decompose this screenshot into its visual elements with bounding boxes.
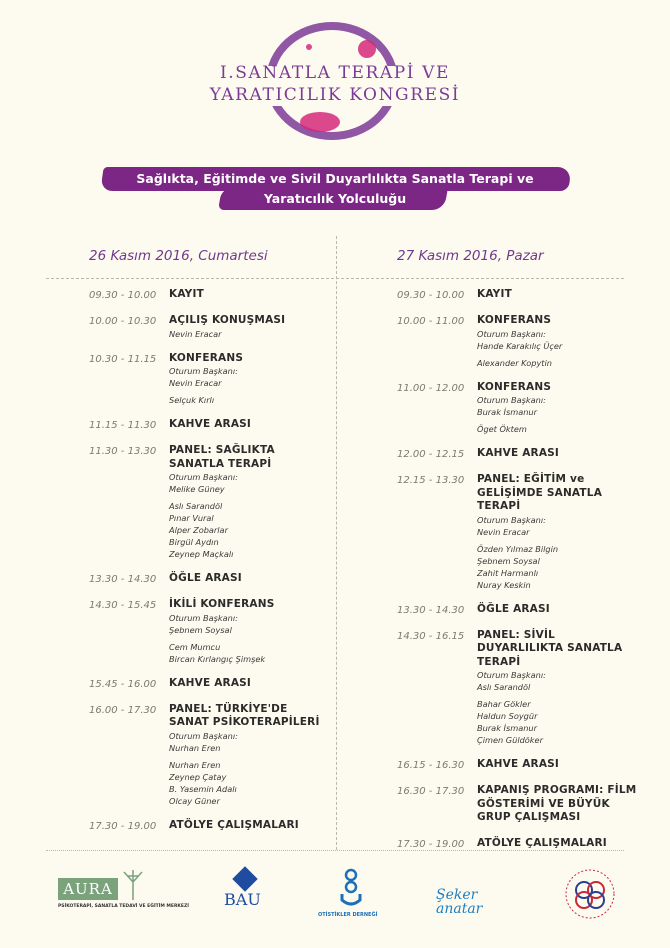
subtitle-line-2: Yaratıcılık Yolculuğu bbox=[263, 191, 407, 206]
schedule-row bbox=[397, 629, 637, 747]
aura-subtitle: PSİKOTERAPİ, SANATLA TEDAVİ VE EĞİTİM MERKEZİ bbox=[58, 904, 189, 909]
session-content bbox=[169, 819, 329, 833]
session-title: PANEL: SİVİL DUYARLILIKTA SANATLA TERAPİ bbox=[477, 628, 623, 668]
session-title: KAHVE ARASI bbox=[477, 447, 560, 459]
session-content bbox=[477, 288, 637, 302]
chair-label: Oturum Başkanı: bbox=[477, 514, 546, 525]
schedule-row bbox=[397, 381, 637, 436]
session-content bbox=[477, 837, 637, 851]
speaker: Cem Mumcu bbox=[169, 641, 221, 652]
session-chair: Nevin Eracar bbox=[477, 526, 530, 537]
speaker: Selçuk Kırlı bbox=[169, 395, 215, 405]
session-content bbox=[169, 314, 329, 340]
schedule-row bbox=[89, 677, 329, 691]
session-content bbox=[169, 352, 329, 407]
session-time: 09.30 - 10.00 bbox=[89, 290, 157, 301]
subtitle-line-1: Sağlıkta, Eğitimde ve Sivil Duyarlılıkta Sanatla Terapi ve bbox=[136, 171, 534, 186]
bau-logo-text: BAU bbox=[224, 890, 261, 909]
session-time: 14.30 - 16.15 bbox=[397, 630, 465, 642]
schedule-row bbox=[397, 837, 637, 851]
session-content bbox=[477, 758, 637, 772]
uludag-emblem-icon bbox=[562, 866, 618, 922]
session-time: 11.00 - 12.00 bbox=[397, 382, 465, 394]
bau-diamond-icon bbox=[232, 866, 257, 891]
otistikler-logo-text: OTİSTİKLER DERNEĞİ bbox=[318, 912, 378, 918]
speaker: Alexander Kopytin bbox=[477, 357, 552, 368]
speaker: Özden Yılmaz Bilgin bbox=[477, 543, 559, 554]
session-time: 17.30 - 19.00 bbox=[89, 820, 157, 832]
speaker-list bbox=[477, 543, 637, 591]
session-title: KAHVE ARASI bbox=[169, 418, 252, 430]
speaker-list bbox=[169, 500, 329, 560]
ink-splash-icon bbox=[358, 40, 376, 58]
aura-logo bbox=[40, 866, 189, 926]
session-content bbox=[477, 447, 637, 461]
session-title: ÖĞLE ARASI bbox=[169, 572, 242, 584]
otistikler-logo bbox=[318, 868, 388, 928]
chair-label: Oturum Başkanı: bbox=[477, 328, 546, 339]
schedule-row bbox=[397, 758, 637, 772]
session-content bbox=[477, 381, 637, 436]
speaker: Şebnem Soysal bbox=[477, 555, 540, 566]
session-title: KONFERANS bbox=[169, 351, 244, 364]
speaker: Zeynep Maçkalı bbox=[169, 549, 234, 559]
session-title: PANEL: EĞİTİM ve GELİŞİMDE SANATLA TERAPİ bbox=[477, 473, 603, 512]
otistikler-figure-icon bbox=[340, 868, 362, 908]
congress-title bbox=[0, 62, 670, 106]
schedule-row bbox=[397, 447, 637, 461]
session-content bbox=[477, 603, 637, 617]
speaker: Çimen Güldöker bbox=[477, 735, 543, 745]
speaker: Aslı Sarandöl bbox=[169, 501, 223, 511]
header-divider bbox=[46, 278, 624, 279]
chair-label: Oturum Başkanı: bbox=[169, 612, 238, 623]
session-content bbox=[169, 703, 329, 807]
session-time: 17.30 - 19.00 bbox=[397, 838, 465, 850]
schedule-row bbox=[397, 473, 637, 591]
session-chair: Hande Karakılıç Üçer bbox=[477, 340, 563, 351]
session-title: KONFERANS bbox=[477, 380, 552, 393]
schedule-row bbox=[397, 314, 637, 369]
session-title: ATÖLYE ÇALIŞMALARI bbox=[169, 818, 299, 831]
speaker: Haldun Soygür bbox=[477, 711, 538, 721]
schedule-row bbox=[89, 352, 329, 407]
session-time: 16.30 - 17.30 bbox=[397, 786, 465, 797]
session-chair: Nurhan Eren bbox=[169, 742, 221, 753]
seker-anatar-logo bbox=[436, 874, 526, 917]
session-chair: Melike Güney bbox=[169, 484, 225, 494]
title-line-2: YARATICILIK KONGRESİ bbox=[209, 85, 461, 105]
session-time: 14.30 - 15.45 bbox=[89, 600, 157, 611]
schedule-row bbox=[397, 603, 637, 617]
session-chair: Aslı Sarandöl bbox=[477, 682, 531, 692]
schedule-row bbox=[397, 784, 637, 825]
session-time: 09.30 - 10.00 bbox=[397, 290, 465, 301]
session-time: 10.00 - 11.00 bbox=[397, 316, 465, 327]
schedule-row bbox=[89, 418, 329, 432]
speaker: Birgül Aydın bbox=[169, 537, 219, 547]
schedule-row bbox=[89, 598, 329, 665]
session-title: İKİLİ KONFERANS bbox=[169, 598, 275, 610]
session-title: KAYIT bbox=[169, 288, 204, 300]
session-time: 13.30 - 14.30 bbox=[397, 604, 465, 616]
session-content bbox=[169, 677, 329, 691]
uludag-logo bbox=[562, 866, 618, 922]
speaker: Zeynep Çatay bbox=[169, 771, 227, 782]
chair-label: Oturum Başkanı: bbox=[169, 472, 238, 482]
session-time: 11.30 - 13.30 bbox=[89, 446, 157, 457]
schedule-row bbox=[397, 288, 637, 302]
speaker: Zahit Harmanlı bbox=[477, 567, 539, 578]
subtitle-banner bbox=[96, 164, 574, 212]
speaker: Öget Öktem bbox=[477, 424, 527, 434]
seker-logo-text: Şeker anatar bbox=[436, 887, 483, 917]
speaker: Nuray Keskin bbox=[477, 579, 531, 590]
day-1-schedule bbox=[89, 288, 329, 845]
session-chair: Burak İsmanur bbox=[477, 407, 537, 417]
session-title: PANEL: TÜRKİYE'DE SANAT PSİKOTERAPİLERİ bbox=[169, 702, 320, 728]
session-title: KONFERANS bbox=[477, 314, 552, 326]
speaker: Alper Zobarlar bbox=[169, 525, 228, 535]
session-time: 16.00 - 17.30 bbox=[89, 704, 157, 716]
session-time: 16.15 - 16.30 bbox=[397, 760, 465, 771]
session-title: AÇILIŞ KONUŞMASI bbox=[169, 314, 286, 326]
speaker-list bbox=[477, 357, 637, 369]
speaker: Bircan Kırlangıç Şimşek bbox=[169, 653, 266, 664]
session-time: 10.00 - 10.30 bbox=[89, 316, 157, 327]
congress-logo bbox=[0, 0, 670, 160]
speaker: Bahar Gökler bbox=[477, 699, 531, 709]
ink-splash-icon bbox=[300, 112, 340, 132]
speaker: Nurhan Eren bbox=[169, 759, 221, 770]
session-content bbox=[169, 288, 329, 302]
session-content bbox=[169, 572, 329, 586]
schedule-row bbox=[89, 288, 329, 302]
chair-label: Oturum Başkanı: bbox=[169, 730, 238, 741]
session-time: 15.45 - 16.00 bbox=[89, 678, 157, 690]
speaker-list bbox=[169, 394, 329, 406]
session-title: KAYIT bbox=[477, 288, 512, 300]
bau-logo bbox=[224, 870, 266, 930]
speaker: Pınar Vural bbox=[169, 513, 214, 523]
ink-splash-icon bbox=[306, 44, 312, 50]
session-time: 12.15 - 13.30 bbox=[397, 475, 465, 486]
schedule-row bbox=[89, 444, 329, 560]
session-time: 12.00 - 12.15 bbox=[397, 449, 465, 460]
session-title: KAHVE ARASI bbox=[169, 676, 252, 689]
session-title: KAPANIŞ PROGRAMI: FİLM GÖSTERİMİ VE BÜYÜK GRUP ÇALIŞMASI bbox=[477, 784, 637, 823]
session-content bbox=[169, 418, 329, 432]
aura-figure-icon bbox=[120, 868, 146, 902]
day-1-header: 26 Kasım 2016, Cumartesi bbox=[89, 248, 268, 264]
speaker: Burak İsmanur bbox=[477, 723, 537, 733]
schedule-row bbox=[89, 703, 329, 807]
session-content bbox=[169, 598, 329, 665]
session-time: 10.30 - 11.15 bbox=[89, 353, 157, 365]
session-content bbox=[477, 473, 637, 591]
column-divider bbox=[336, 236, 337, 850]
schedule-row bbox=[89, 819, 329, 833]
session-content bbox=[169, 444, 329, 560]
speaker-list bbox=[477, 698, 637, 746]
chair-label: Oturum Başkanı: bbox=[477, 395, 546, 405]
day-2-header: 27 Kasım 2016, Pazar bbox=[397, 248, 544, 264]
session-title: KAHVE ARASI bbox=[477, 758, 560, 770]
session-title: PANEL: SAĞLIKTA SANATLA TERAPİ bbox=[169, 444, 275, 470]
aura-logo-text: AURA bbox=[58, 878, 118, 900]
session-content bbox=[477, 314, 637, 369]
session-content bbox=[477, 784, 637, 825]
session-chair: Nevin Eracar bbox=[169, 378, 222, 388]
session-chair: Nevin Eracar bbox=[169, 328, 222, 339]
speaker: Olcay Güner bbox=[169, 795, 220, 806]
chair-label: Oturum Başkanı: bbox=[477, 670, 546, 680]
session-time: 13.30 - 14.30 bbox=[89, 574, 157, 585]
session-title: ÖĞLE ARASI bbox=[477, 602, 550, 615]
session-chair: Şebnem Soysal bbox=[169, 624, 232, 635]
chair-label: Oturum Başkanı: bbox=[169, 366, 238, 376]
speaker-list bbox=[169, 759, 329, 807]
title-line-1: I.SANATLA TERAPİ VE bbox=[219, 63, 451, 83]
session-content bbox=[477, 629, 637, 747]
speaker: B. Yasemin Adalı bbox=[169, 783, 237, 794]
schedule-row bbox=[89, 572, 329, 586]
speaker-list bbox=[169, 641, 329, 665]
schedule-row bbox=[89, 314, 329, 340]
speaker-list bbox=[477, 423, 637, 435]
session-title: ATÖLYE ÇALIŞMALARI bbox=[477, 836, 607, 849]
day-2-schedule bbox=[397, 288, 637, 863]
sponsor-logos bbox=[0, 866, 670, 936]
session-time: 11.15 - 11.30 bbox=[89, 420, 157, 431]
